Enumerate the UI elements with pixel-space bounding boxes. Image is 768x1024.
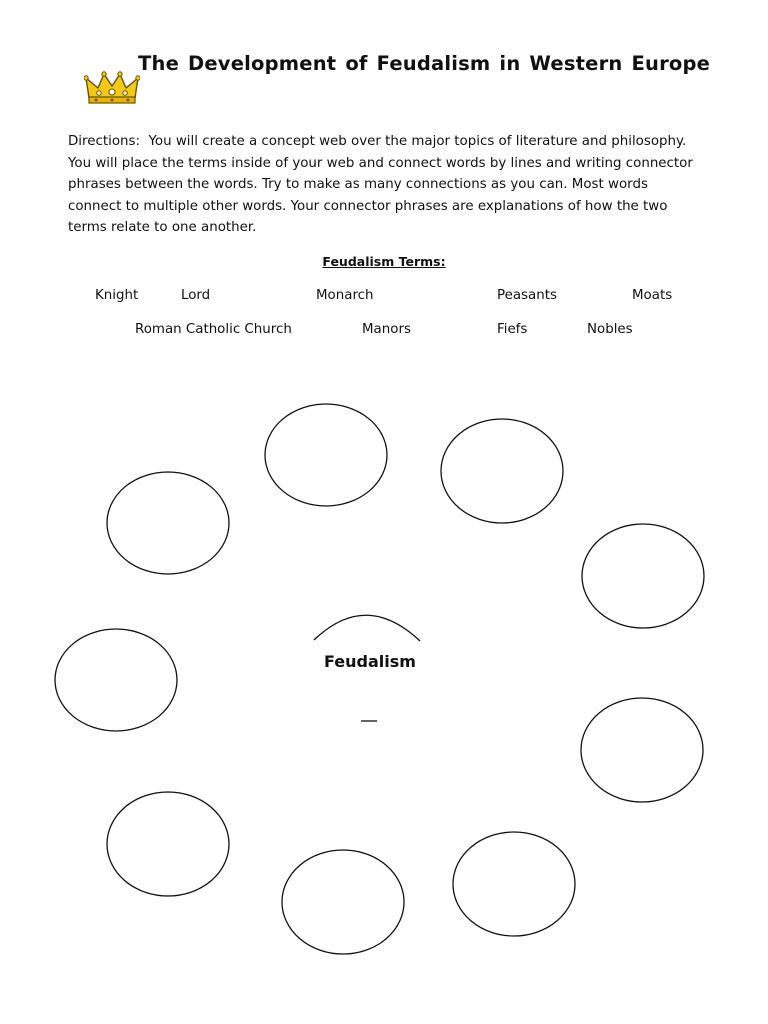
web-bubble-bottom-center[interactable] <box>282 850 404 954</box>
center-term-label: Feudalism <box>324 652 416 671</box>
directions-line-4: connect to multiple other words. Your connector phrases are explanations of how the two <box>68 198 668 214</box>
page-title: The Development of Feudalism in Western Europe <box>138 52 711 75</box>
terms-heading: Feudalism Terms: <box>322 254 446 269</box>
center-arc <box>314 615 420 641</box>
web-bubble-right-lower[interactable] <box>581 698 703 802</box>
term-moats: Moats <box>632 288 673 303</box>
term-nobles: Nobles <box>587 322 633 337</box>
web-bubble-bottom-right[interactable] <box>453 832 575 936</box>
web-bubble-right-upper[interactable] <box>582 524 704 628</box>
web-bubble-left-middle[interactable] <box>55 629 177 731</box>
web-bubble-bottom-left[interactable] <box>107 792 229 896</box>
term-lord: Lord <box>181 288 211 303</box>
directions-line-5: terms relate to one another. <box>68 220 257 235</box>
web-bubble-top-center[interactable] <box>265 404 387 506</box>
directions-text-1: You will create a concept web over the major topics of literature and philosophy. <box>148 134 687 149</box>
term-monarch: Monarch <box>316 288 374 303</box>
web-bubble-top-left[interactable] <box>107 472 229 574</box>
directions-label: Directions: <box>68 134 140 149</box>
term-peasants: Peasants <box>497 288 557 303</box>
directions-line-2: You will place the terms inside of your web and connect words by lines and writing connector <box>68 155 693 171</box>
term-fiefs: Fiefs <box>497 322 528 337</box>
term-manors: Manors <box>362 322 411 337</box>
term-knight: Knight <box>95 288 139 303</box>
term-roman-catholic-church: Roman Catholic Church <box>135 322 292 337</box>
web-bubble-top-right[interactable] <box>441 419 563 523</box>
directions-line-3: phrases between the words. Try to make as many connections as you can. Most words <box>68 177 648 192</box>
